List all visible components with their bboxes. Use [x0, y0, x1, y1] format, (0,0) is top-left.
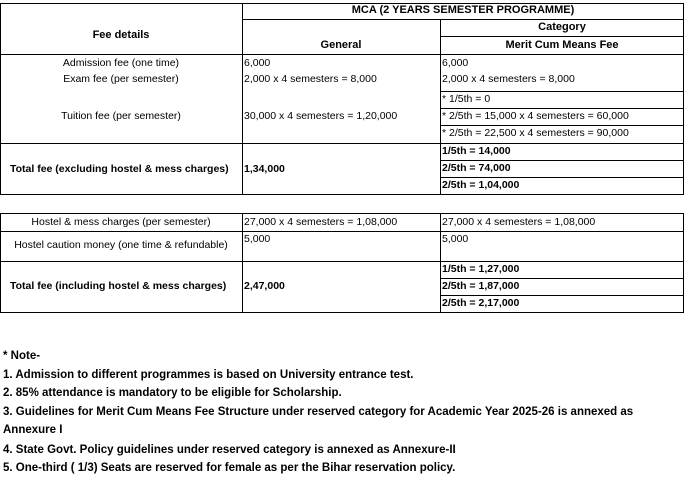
- tuition-fee-label: Tuition fee (per semester): [61, 110, 181, 122]
- note-item: Annexure I: [3, 424, 63, 436]
- caution-money-merit: 5,000: [442, 233, 469, 245]
- total-excl-merit-line: 2/5th = 1,04,000: [442, 179, 520, 191]
- total-incl-merit-line: 2/5th = 2,17,000: [442, 297, 520, 309]
- admission-fee-label: Admission fee (one time): [62, 57, 180, 69]
- hostel-mess-label: Hostel & mess charges (per semester): [31, 216, 211, 228]
- notes-heading: * Note-: [3, 350, 41, 362]
- total-excl-merit-line: 2/5th = 74,000: [442, 162, 511, 174]
- category-header: Category: [538, 21, 586, 33]
- note-item: 2. 85% attendance is mandatory to be eligible for Scholarship.: [3, 387, 342, 399]
- caution-money-general: 5,000: [244, 233, 271, 245]
- caution-money-label: Hostel caution money (one time & refundable): [14, 239, 228, 251]
- merit-header: Merit Cum Means Fee: [505, 39, 619, 51]
- hostel-mess-merit: 27,000 x 4 semesters = 1,08,000: [442, 216, 596, 228]
- total-incl-merit-line: 2/5th = 1,87,000: [442, 280, 520, 292]
- tuition-merit-line: * 1/5th = 0: [442, 93, 491, 105]
- total-excl-label: Total fee (excluding hostel & mess charges): [10, 163, 229, 175]
- admission-fee-merit: 6,000: [442, 57, 469, 69]
- table-title: MCA (2 YEARS SEMESTER PROGRAMME): [351, 4, 575, 16]
- exam-fee-general: 2,000 x 4 semesters = 8,000: [244, 73, 377, 85]
- note-item: 5. One-third ( 1/3) Seats are reserved for female as per the Bihar reservation policy.: [3, 462, 456, 474]
- general-header: General: [320, 39, 362, 51]
- note-item: 1. Admission to different programmes is based on University entrance test.: [3, 369, 414, 381]
- tuition-fee-general: 30,000 x 4 semesters = 1,20,000: [244, 110, 398, 122]
- tuition-merit-line: * 2/5th = 22,500 x 4 semesters = 90,000: [442, 127, 629, 139]
- exam-fee-merit: 2,000 x 4 semesters = 8,000: [442, 73, 575, 85]
- total-incl-label: Total fee (including hostel & mess charges): [10, 280, 227, 292]
- total-incl-merit-line: 1/5th = 1,27,000: [442, 263, 520, 275]
- tuition-merit-line: * 2/5th = 15,000 x 4 semesters = 60,000: [442, 110, 629, 122]
- total-excl-merit-line: 1/5th = 14,000: [442, 145, 511, 157]
- exam-fee-label: Exam fee (per semester): [63, 73, 179, 85]
- hostel-mess-general: 27,000 x 4 semesters = 1,08,000: [244, 216, 398, 228]
- total-excl-general: 1,34,000: [244, 163, 285, 175]
- total-incl-general: 2,47,000: [244, 280, 285, 292]
- note-item: 3. Guidelines for Merit Cum Means Fee Structure under reserved category for Academic Year 2025-26 is annexed as: [3, 406, 634, 418]
- note-item: 4. State Govt. Policy guidelines under reserved category is annexed as Annexure-II: [3, 444, 456, 456]
- fee-details-header: Fee details: [92, 29, 150, 41]
- admission-fee-general: 6,000: [244, 57, 271, 69]
